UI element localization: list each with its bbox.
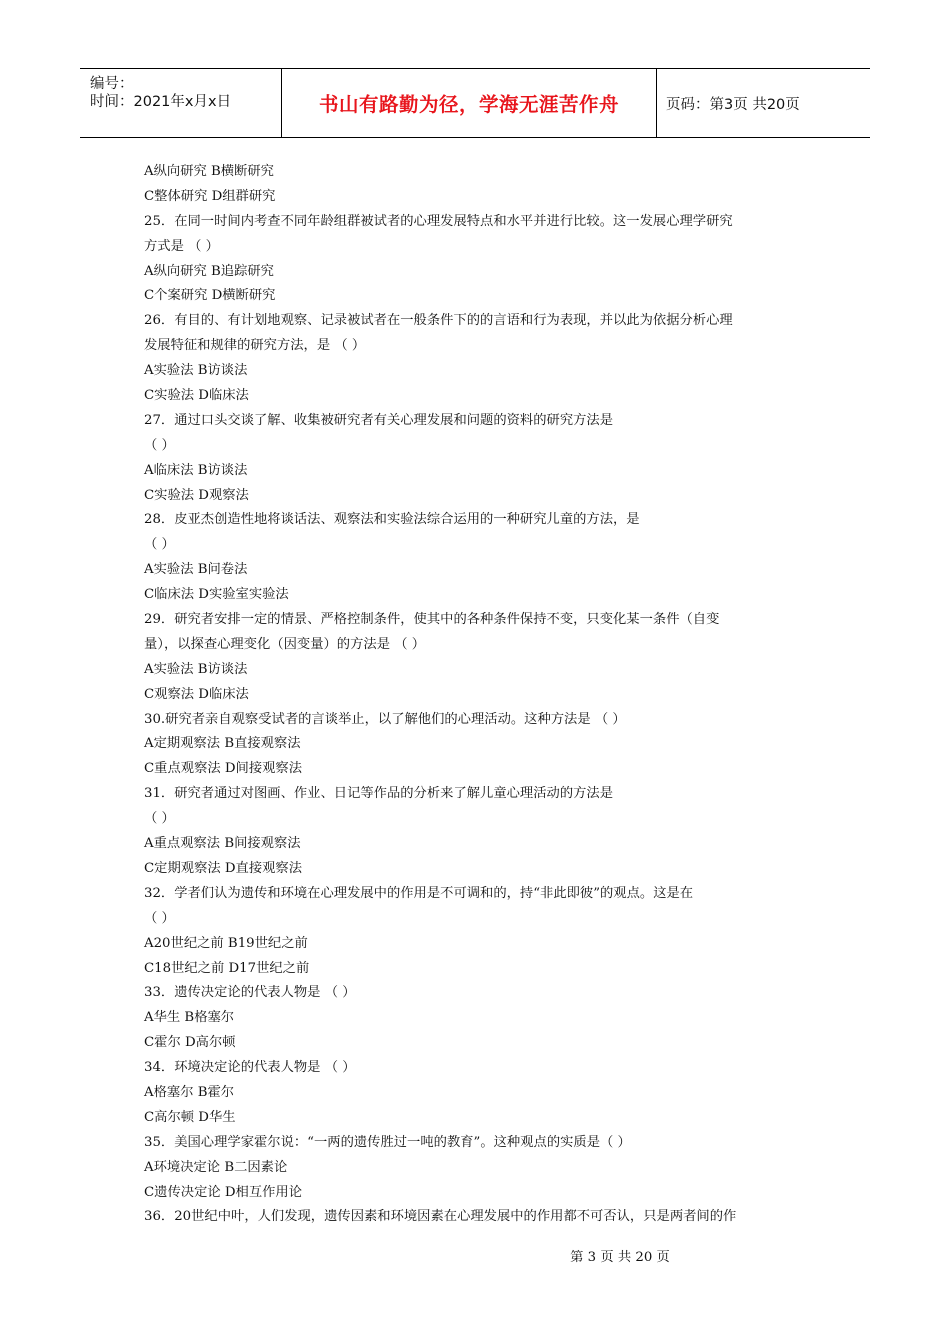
text-line: A重点观察法 B间接观察法 (144, 836, 301, 852)
text-line: A实验法 B访谈法 (144, 661, 248, 677)
text-line: （ ） (144, 910, 175, 926)
header-meta (80, 69, 281, 137)
header-motto-cell (281, 69, 657, 137)
text-line: 34．环境决定论的代表人物是 （ ） (144, 1060, 356, 1076)
text-line: 26．有目的、有计划地观察、记录被试者在一般条件下的的言语和行为表现，并以此为依据分析心理 (144, 313, 733, 329)
page-footer: 第 3 页 共 20 页 (570, 1250, 670, 1265)
text-line: C18世纪之前 D17世纪之前 (144, 960, 310, 976)
document-time-label: 时间：2021年x月x日 (90, 94, 232, 110)
text-line: A华生 B格塞尔 (144, 1010, 235, 1026)
text-line: C霍尔 D高尔顿 (144, 1035, 236, 1051)
page-header (80, 68, 870, 138)
text-line: 25．在同一时间内考查不同年龄组群被试者的心理发展特点和水平并进行比较。这一发展心理学研究 (144, 213, 733, 229)
text-line: C整体研究 D组群研究 (144, 188, 276, 204)
text-line: 27．通过口头交谈了解、收集被研究者有关心理发展和问题的资料的研究方法是 (144, 412, 614, 428)
text-line: C遗传决定论 D相互作用论 (144, 1184, 303, 1200)
text-line: 33．遗传决定论的代表人物是 （ ） (144, 985, 356, 1001)
document-number-label: 编号： (90, 76, 134, 92)
text-line: （ ） (144, 537, 175, 553)
text-line: 发展特征和规律的研究方法，是 （ ） (144, 338, 366, 354)
text-line: 32．学者们认为遗传和环境在心理发展中的作用是不可调和的，持“非此即彼”的观点。这是在 (144, 885, 694, 901)
text-line: C临床法 D实验室实验法 (144, 587, 289, 603)
text-line: A实验法 B问卷法 (144, 562, 248, 578)
motto-text: 书山有路勤为径，学海无涯苦作舟 (318, 93, 619, 116)
text-line: A纵向研究 B追踪研究 (144, 263, 274, 279)
text-line: C个案研究 D横断研究 (144, 288, 276, 304)
text-line: 29．研究者安排一定的情景、严格控制条件，使其中的各种条件保持不变，只变化某一条件（自变 (144, 612, 720, 628)
text-line: C高尔顿 D华生 (144, 1109, 236, 1125)
text-line: A纵向研究 B横断研究 (144, 164, 274, 179)
text-line: 量），以探查心理变化（因变量）的方法是 （ ） (144, 636, 426, 652)
header-page-info: 页码：第3页 共20页 (666, 96, 800, 113)
text-line: C实验法 D临床法 (144, 388, 249, 404)
text-line: A临床法 B访谈法 (144, 462, 248, 478)
text-line: C实验法 D观察法 (144, 487, 249, 503)
text-line: C重点观察法 D间接观察法 (144, 761, 303, 777)
text-line: 35．美国心理学家霍尔说：“一两的遗传胜过一吨的教育”。这种观点的实质是（ ） (144, 1134, 631, 1150)
text-line: （ ） (144, 437, 175, 453)
text-line: （ ） (144, 811, 175, 827)
text-line: A格塞尔 B霍尔 (144, 1084, 235, 1100)
text-line: A定期观察法 B直接观察法 (144, 736, 301, 752)
text-line: A环境决定论 B二因素论 (144, 1159, 288, 1175)
text-line: A实验法 B访谈法 (144, 363, 248, 379)
text-line: 28．皮亚杰创造性地将谈话法、观察法和实验法综合运用的一种研究儿童的方法，是 (144, 512, 640, 528)
text-line: C定期观察法 D直接观察法 (144, 860, 303, 876)
text-line: 方式是 （ ） (144, 238, 219, 254)
text-line: 36．20世纪中叶，人们发现，遗传因素和环境因素在心理发展中的作用都不可否认，只是两者间的作 (144, 1209, 737, 1225)
text-line: 30.研究者亲自观察受试者的言谈举止，以了解他们的心理活动。这种方法是 （ ） (144, 711, 626, 727)
question-content (144, 160, 794, 1230)
text-line: 31．研究者通过对图画、作业、日记等作品的分析来了解儿童心理活动的方法是 (144, 786, 614, 802)
text-line: A20世纪之前 B19世纪之前 (144, 935, 308, 951)
text-line: C观察法 D临床法 (144, 686, 249, 702)
